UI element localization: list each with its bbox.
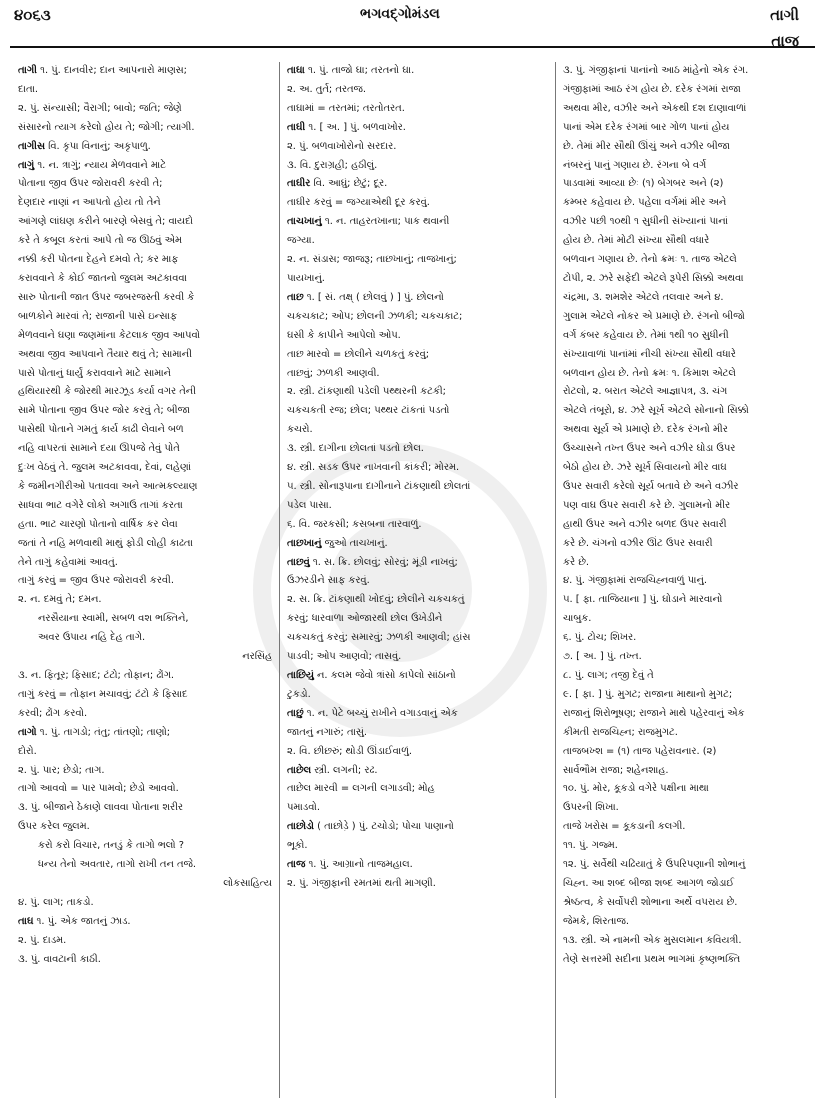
entry-line: તાઘામાં = તરતમાં; તરતોતરત. [287,102,405,114]
entry-line: કચરો. [287,424,313,436]
entry-line: ચકચકતું કરવું; સમારવું; ઝળકી આણવી; હાંસ [287,632,471,644]
entry-line: અથવા મીર, વઝીર અને એકથી દશ દાણાવાળાં [563,102,747,114]
entry-line: ૩. ન. ફિતૂર; ફિસાદ; ટંટો; તોફાન; ઢોંગ. [18,670,175,681]
dictionary-entry [287,705,549,743]
entry-line: ૨. સ્ત્રી. ટાંકણાથી પડેલી પથ્થરની કટકી; [287,386,446,398]
entry-line: તેને તાગું કહેવામાં આવતું. [18,556,118,568]
entry-line: ૭. [ અ. ] પું. તખ્ત. [563,651,642,663]
entry-line: કરે છે. [563,556,589,568]
dictionary-entry [287,213,549,251]
dictionary-entry [287,762,549,819]
entry-line: હોય છે. તેમાં મોટી સંખ્યા સૌથી વધારે [563,235,710,247]
entry-sense [287,440,549,459]
column-2 [287,62,549,1102]
entry-line: ૨. અ. તુર્ત; તરતજ. [287,83,367,95]
page-number: ૪૦૬૩ [14,6,51,24]
dictionary-entry [287,175,549,213]
entry-sense [287,157,549,176]
entry-sense [563,856,815,932]
headword: તાછ [287,291,304,303]
entry-sense [287,251,549,289]
headword: તાઘીર [287,178,311,190]
entry-line: ઉપર કરેલ જુલમ. [18,821,90,833]
entry-sense [18,799,272,837]
entry-sense [287,591,549,667]
dictionary-entry [287,856,549,875]
dictionary-entry [18,157,272,573]
dictionary-entry [18,913,272,932]
guide-word-first: તાગી [770,6,799,24]
entry-line: ૨. પું. ગંજીફાની રમતમાં થતી માગણી. [287,877,436,889]
entry-line: એટલે તંબૂરો, ૪. ઝરે સૂર્ખ એટલે સોનાનો સિક્કો [563,405,749,417]
entry-line: ધન્ય તેનો અવતાર, તાગો રાખી તન તજે. [38,859,196,871]
entry-line: કરાવવાને કે કોઈ જાતનો જુલમ અટકાવવા [18,272,187,284]
entry-line: ૩. પું. વાવટાની કાઠી. [18,953,101,965]
entry-sense [18,951,272,970]
entry-line: ઉઝરડીને સાફ કરવું. [287,575,370,587]
entry-line: લોકસાહિત્ય [223,877,272,889]
entry-line: ઉપર સવારી કરેલો સૂર્ય બતાવે છે અને વઝીર [563,480,739,492]
headword: તાગી [18,65,37,76]
entry-line: ચાબુક. [563,613,592,625]
entry-sense [563,780,815,837]
entry-line: સંસારનો ત્યાગ કરેલો હોય તે; જોગી; ત્યાગી. [18,121,195,133]
dictionary-entry [287,62,549,81]
headword: તાછોડો [287,821,314,833]
entry-sense [563,686,815,781]
entry-line: પાસે પોતાનું ધાર્યું કરાવવાને માટે સામાને [18,367,172,379]
entry-line: રાજાનું શિરોભૂષણ; રાજાને માથે પહેરવાનું એક [563,707,745,719]
entry-line: તાજે ખરોસ = કૂકડાની કલગી. [563,821,686,833]
entry-line: કરવું; ધારવાળા ઓજારથી છોલ ઉખેડીને [287,613,443,625]
entry-line: બાળકોને મારવાં તે; રાજાની પાસે ઇન્સાફ [18,310,177,322]
dictionary-entry [18,724,272,762]
entry-line: ભૂકો. [287,840,308,852]
column-3 [563,62,815,1102]
entry-line: ૨. વિ. છીછરું; થોડી ઊંડાઈવાળું. [287,745,413,757]
entry-sense [18,762,272,800]
page-title: ભગવદ્ગોમંડલ [360,6,440,22]
headword: તાગીસ [18,140,45,152]
entry-line: ૫. [ ફા. તાજિયાના ] પું. ઘોડાને મારવાનો [563,594,723,606]
entry-line: કીમતી રાજચિહ્ન; રાજમુગટ. [563,726,678,738]
headword: તાઘા [287,65,305,76]
entry-sense [18,667,272,724]
headword: તાગું [18,159,35,171]
entry-sense [563,591,815,629]
quotation [18,837,272,875]
entry-line: તાઘ ૧. પું. એક જાતનું ઝાડ. [18,915,131,927]
entry-line: તાચખાનું ૧. ન. તાહરતખાના; પાક થવાની [287,216,450,228]
entry-sense [18,894,272,913]
entry-sense [287,383,549,440]
entry-line: વઝીર પછી ૧૦થી ૧ સુધીની સંખ્યાનાં પાનાં [563,216,729,228]
entry-line: ૧૧. પું. ગજ્મ. [563,840,618,852]
entry-line: ઘસી કે કાપીને આપેલો ઓપ. [287,329,401,341]
entry-line: ૨. પું. પાર; છેડો; તાગ. [18,764,105,776]
entry-line: તાગી ૧. પું. દાનવીર; દાન આપનારો માણસ; [18,65,188,76]
entry-line: ૬. વિ. જરકસી; કસબના તારવાળું. [287,518,422,530]
entry-line: ૨. ન. દમવું તે; દમન. [18,594,102,606]
headword: તાછખાનું [287,537,322,549]
entry-line: પમાડવો. [287,802,320,814]
entry-line: અથવા જીવ આપવાને તૈયાર થવું તે; સામાની [18,348,192,360]
entry-line: તાજ ૧. પું. આગ્રાનો તાજમહાલ. [287,859,413,871]
entry-line: તાઘીર કરવું = જગ્યાએથી દૂર કરવું. [287,197,430,209]
entry-line: સાર્વભૌમ રાજા; શહેનશાહ. [563,764,669,776]
entry-line: તાછોડો ( તાછોડ઼ે ) પું. ટચોડો; પોચા પાણાનો [287,821,454,833]
entry-line: જગ્યા. [287,235,315,247]
quote-source [18,875,272,894]
entry-sense [563,837,815,856]
entry-line: ૪. સ્ત્રી. સડક ઉપર નાખવાની કાંકરી; મોરમ. [287,462,460,474]
headword: તાછેલ [287,764,312,776]
entry-line: સારુ પોતાની જાત ઉપર જબરજસ્તી કરવી કે [18,291,195,303]
entry-sense [18,591,272,610]
entry-line: નક્કી કરી પોતના દેહને દમવો તે; કર માફ [18,254,179,266]
entry-sense [18,932,272,951]
headword: તાઘી [287,121,306,133]
entry-line: દાતા. [18,83,39,95]
dictionary-entry [18,62,272,100]
entry-line: તાગું કરવું = જીવ ઉપર જોરાવરી કરવી. [18,575,174,587]
quote-source [18,648,272,667]
entry-line: ૨. પું. દાડમ. [18,934,67,946]
entry-line: ૮. પું. લાગ; તજી દેવું તે [563,670,654,681]
entry-line: પાયખાનું. [287,272,325,284]
entry-line: રોટલો, ૨. બરાત એટલે આજ્ઞાપત્ર, ૩. ચંગ [563,386,728,398]
entry-line: તાજબખ્શ = (૧) તાજ પહેરાવનાર. (૨) [563,745,717,757]
guide-word-last: તાજ [771,32,799,50]
entry-sense [563,629,815,648]
entry-line: તાછવું ૧. સ. ક્રિ. છોલવું; સોરવું; મૂંડી નાખવું; [287,556,458,568]
entry-line: તાછખાનું જુઓ તાચખાનું. [287,537,388,549]
entry-sense [18,572,272,591]
entry-line: ઉપરની શિખા. [563,802,619,814]
dictionary-entry [287,119,549,138]
entry-line: ચકચકાટ; ઓપ; છોલની ઝળકી; ચકચકાટ; [287,310,463,322]
entry-line: તાગું ૧. ન. ત્રાગું; ન્યાય મેળવવાને માટે [18,159,166,171]
entry-sense [563,932,815,970]
entry-line: ચકચકતી રજ; છોલ; પથ્થર ટાંકતાં પડતો [287,405,450,417]
entry-line: કમ્બર કહેવાય છે. પહેલા વર્ગમાં મીર અને [563,197,727,209]
entry-line: ટુકડો. [287,688,311,700]
entry-line: ચંદ્રમા, ૩. શમશેર એટલે તલવાર અને ૪. [563,291,724,303]
entry-line: બેઠો હોય છે. ઝરે સૂર્ખ સિવાયનો મીર વાઘ [563,462,727,474]
entry-line: તાછવું; ઝળકી આણવી. [287,367,380,379]
entry-line: અથવા સૂર્ય એ પ્રમાણે છે. દરેક રંગનો મીર [563,424,728,436]
headword: તાછિયું [287,670,314,681]
entry-sense [287,743,549,762]
entry-line: તાછું ૧. ન. પેટે બચ્ચું રાખીને વગાડવાનું એક [287,707,458,719]
entry-sense [563,62,815,572]
entry-line: તેણે સત્તરમી સદીના પ્રથમ ભાગમાં કૃષ્ણભક્તિ [563,953,741,965]
entry-line: ૨. પું. બળવાખોરોનો સરદાર. [287,140,397,152]
entry-line: હતા. ભાટ ચારણો પોતાનો વાર્ષિક કર લેવા [18,518,178,530]
entry-line: પાડવી; ઓપ આણવો; તાસવું. [287,651,402,663]
entry-line: વર્ગ કંબર કહેવાય છે. તેમાં ૧થી ૧૦ સુધીની [563,329,729,341]
entry-line: દેણદાર નાણાં ન આપતો હોય તો તેને [18,197,161,209]
quotation [18,610,272,648]
entry-line: ૫. સ્ત્રી. સોનારૂપાના દાગીનાને ટાંકણાથી છોલતાં [287,480,471,492]
entry-line: ચિહ્ન. આ શબ્દ બીજા શબ્દ આગળ જોડાઈ [563,877,735,889]
entry-line: ૩. સ્ત્રી. દાગીના છોલતાં પડતો છોલ. [287,443,424,455]
entry-line: કરવી; ઢોંગ કરવો. [18,707,88,719]
header-rule [10,46,815,48]
entry-line: ઉચ્ચાસને તખ્ત ઉપર અને વઝીર ઘોડા ઉપર [563,443,736,455]
entry-sense [563,648,815,667]
entry-line: ૧૩. સ્ત્રી. એ નામની એક મુસલમાન કવિયત્રી. [563,934,742,946]
entry-line: નંબરનું પાનું ગણાય છે. રંગના બે વર્ગ [563,159,707,171]
entry-sense [287,459,549,478]
column-1 [18,62,272,1102]
entry-sense [287,81,549,119]
entry-sense [18,100,272,138]
entry-line: તાઘીર વિ. આઘું; છેટું; દૂર. [287,178,388,190]
entry-line: ૪. પું. ગંજીફામાં રાજચિહ્નવાળું પાનું. [563,575,707,587]
entry-line: ૨. સ. ક્રિ. ટાંકણાથી ખોદવું; છોલીને ચકચકતું [287,594,465,606]
entry-line: હાથી ઉપર અને વઝીર બળદ ઉપર સવારી [563,518,727,530]
dictionary-entry [287,535,549,554]
entry-line: હથિયારથી કે જોરથી મારઝૂડ કર્યા વગર તેની [18,386,196,398]
entry-line: કે જમીનગીરીઓ પતાવવા અને આત્મકલ્યાણ [18,480,198,492]
entry-line: પણ વાઘ ઉપર સવારી કરે છે. ગુલામનો મીર [563,499,731,511]
entry-line: તાછ મારવો = છોલીને ચળકતું કરવું; [287,348,430,360]
entry-line: પોતાના જીવ ઉપર જોરાવરી કરવી તે; [18,178,163,190]
entry-line: પાનાં એમ દરેક રંગમાં બાર ગોળ પાનાં હોય [563,121,730,133]
dictionary-entry [287,554,549,592]
headword: તાછવું [287,556,310,568]
headword: તાઘ [18,915,34,927]
entry-line: ૨. ન. સંડાસ; જાજરૂ; તાછખાનું; તાજખાનું; [287,254,457,266]
entry-line: ૪. પું. લાગ; તાકડો. [18,896,94,908]
entry-line: ૯. [ ફા. ] પું. મુગટ; રાજાના માથાનો મુગટ; [563,688,733,700]
entry-sense [287,516,549,535]
entry-line: કરે છે. ચંગનો વઝીર ઊંટ ઉપર સવારી [563,537,713,549]
entry-line: ૧૦. પું. મોર, કૂકડો વગેરે પક્ષીના માથા [563,783,709,795]
column-divider [555,62,556,1098]
entry-line: તાછિયું ન. કલમ જેવો ત્રાંસો કાપેલો સાંઠાનો [287,670,456,681]
entry-line: ગંજીફામાં આઠ રંગ હોય છે. દરેક રંગમાં રાજા [563,83,741,95]
entry-line: ૩. પું. બીજાને ઠેકાણે લાવવા પોતાના શરીર [18,802,184,814]
entry-line: છે. તેમાં મીર સૌથી ઊંચું અને વઝીર બીજા [563,140,730,152]
entry-line: તાગો આવવો = પાર પામવો; છેડો આવવો. [18,783,179,795]
entry-line: તાઘી ૧. [ અ. ] પું. બળવાખોર. [287,121,406,133]
entry-line: નરસિંહ [242,651,272,663]
entry-line: પાસેથી પોતાને ગમતું કાર્ય કાઢી લેવાને બળ [18,424,184,436]
entry-line: જાતનું નગારું; તાસું. [287,726,368,738]
entry-line: જતાં તે નહિ મળવાથી માથું ફોડી લોહી કાઢતા [18,537,193,549]
entry-line: તાગું કરવું = તોફાન મચાવવું; ટંટો કે ફિસાદ [18,688,188,700]
entry-sense [287,346,549,384]
entry-line: મેળવવાને ઘણા જણમાંના કેટલાક જીવ આપવો [18,329,201,341]
entry-sense [287,478,549,516]
entry-line: દુઃખ વેઠવું તે. જુલમ અટકાવવા, દેવાં, લહેણાં [18,462,191,474]
entry-line: નરસૈયાના સ્વામી, સબળ વશ ભક્તિને, [38,613,189,625]
entry-line: તાઘા ૧. પું. તાજો ઘા; તરતનો ઘા. [287,65,415,76]
headword: તાચખાનું [287,216,322,228]
entry-line: તાગો ૧. પું. તાગડો; તંતુ; તાંતણો; તાણો; [18,726,171,738]
entry-line: અવર ઉપાય નહિ દેહ તાગે. [38,632,146,644]
entry-line: કરો કરો વિચાર, તનડું કે તાગો ભલો ? [38,840,185,852]
entry-line: બળવાન ગણાય છે. તેનો ક્રમઃ ૧. તાજ એટલે [563,254,737,266]
entry-line: સામે પોતાના જીવ ઉપર જોર કરવું તે; બીજા [18,405,190,417]
entry-line: ૩. વિ. દુરાગ્રહી; હઠીલું. [287,159,378,171]
entry-line: તાછેલ સ્ત્રી. લગની; રઢ. [287,764,378,776]
entry-line: સાધવા ભાટ વગેરે લોકો અગાઉ તાગાં કરતા [18,499,183,511]
entry-sense [287,138,549,157]
entry-line: તાછેલ મારવી = લગની લગાડવી; મોહ [287,783,435,795]
entry-line: ટોપી, ૨. ઝરે સફેદી એટલે રૂપેરી સિક્કો અથવા [563,272,744,284]
dictionary-entry [287,818,549,856]
entry-sense [563,667,815,686]
entry-line: જેમકે, શિરતાજ. [563,915,629,927]
headword: તાછું [287,707,304,719]
entry-line: ૨. પું. સંન્યાસી; વૈરાગી; બાવો; જતિ; જેણે [18,102,182,114]
entry-sense [563,572,815,591]
entry-line: પાડવામાં આવ્યા છેઃ (૧) બેગબર અને (૨) [563,178,724,190]
dictionary-entry [18,138,272,157]
entry-line: ૩. પું. ગંજીફાનાં પાનાંનો આઠ માંહેનો એક રંગ. [563,65,749,76]
entry-line: તાછ ૧. [ સં. તક્ષ્ ( છોલવું ) ] પું. છોલનો [287,291,444,303]
dictionary-entry [287,667,549,705]
entry-line: ૧૨. પું. સર્વેથી ચઢિયાતું કે ઉપરિપણાની શોભાનું [563,859,746,871]
headword: તાગો [18,726,37,738]
entry-line: સંખ્યાવાળાં પાનાંમાં નીચી સંખ્યા સૌથી વધારે [563,348,736,360]
entry-line: કરે તે કબૂલ કરતાં આપે તો જ ઊઠવું એમ [18,235,182,247]
entry-line: આંગણે લાંઘણ કરીને બારણે બેસવું તે; વાયદો [18,216,194,228]
entry-line: ૬. પું. ટોચ; શિખર. [563,632,637,644]
column-divider [279,62,280,1098]
entry-line: શ્રેષ્ઠત્વ, કે સર્વોપરી શોભાના અર્થે વપરાય છે. [563,896,738,908]
entry-line: બળવાન હોય છે. તેનો ક્રમઃ ૧. કિમાશ એટલે [563,367,736,379]
headword: તાજ [287,859,306,871]
entry-line: દોરો. [18,745,37,757]
entry-sense [287,875,549,894]
entry-line: ગુલામ એટલે નોકર એ પ્રમાણે છે. રંગનો બીજો [563,310,745,322]
entry-line: પડેલ પાસા. [287,499,332,511]
dictionary-entry [287,289,549,346]
entry-line: તાગીસ વિ. કૃપા વિનાનું; અકૃપાળુ. [18,140,151,152]
entry-line: નહિ વાપરતાં સામાને દયા ઊપજે તેવું પોતે [18,443,180,455]
